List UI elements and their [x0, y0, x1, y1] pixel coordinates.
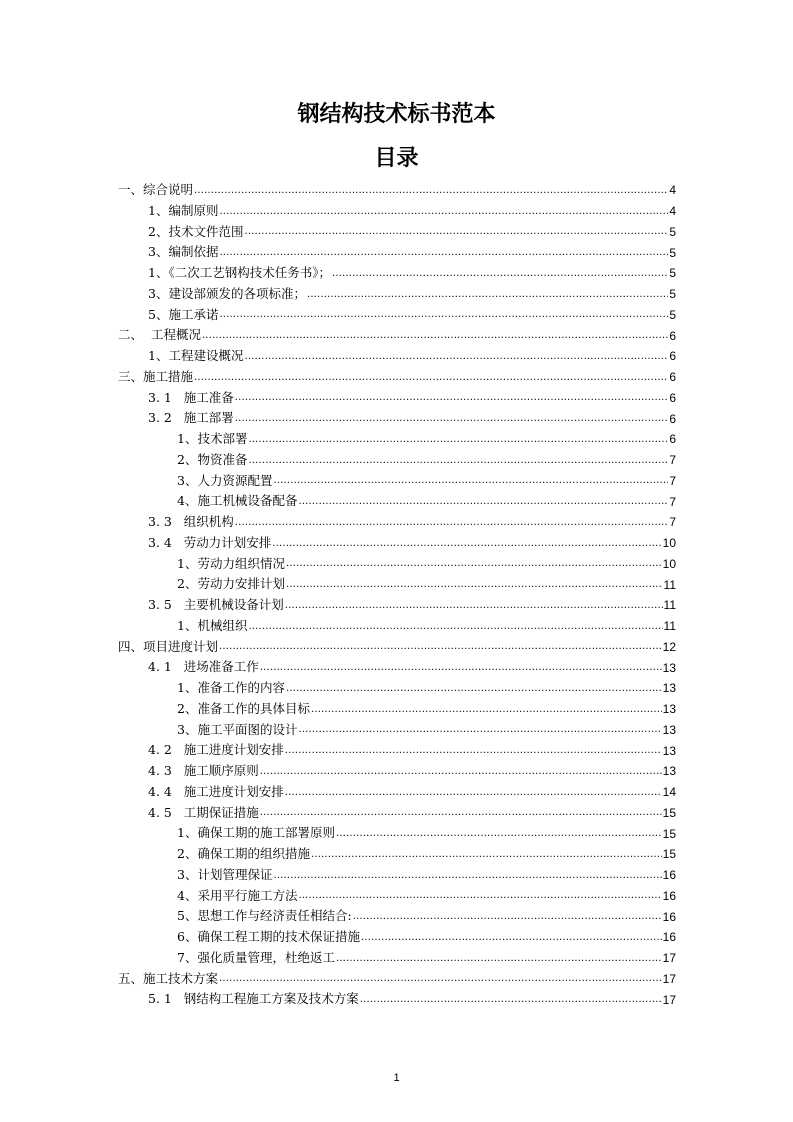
toc-leader-dots: [194, 186, 668, 201]
toc-entry[interactable]: [177, 906, 676, 927]
toc-leader-dots: [332, 269, 668, 284]
toc-entry-label: 7、强化质量管理，杜绝返工: [177, 949, 335, 965]
toc-leader-dots: [248, 456, 668, 471]
toc-entry[interactable]: [148, 533, 676, 554]
toc-leader-dots: [285, 601, 663, 616]
toc-entry-page: 12: [662, 639, 676, 654]
toc-leader-dots: [286, 559, 662, 574]
toc-entry[interactable]: [148, 201, 676, 222]
toc-leader-dots: [260, 808, 662, 823]
toc-entry[interactable]: [177, 616, 676, 637]
toc-entry[interactable]: [118, 325, 676, 346]
toc-entry[interactable]: [177, 886, 676, 907]
toc-entry-label: 一、综合说明: [118, 182, 194, 198]
toc-entry[interactable]: [177, 471, 676, 492]
toc-entry-label: 3. 2 施工部署: [148, 410, 234, 426]
toc-entry-page: 4: [669, 204, 676, 219]
toc-entry-page: 6: [669, 349, 676, 364]
toc-leader-dots: [194, 373, 668, 388]
toc-leader-dots: [219, 642, 662, 657]
toc-entry[interactable]: [148, 222, 676, 243]
toc-entry[interactable]: [177, 823, 676, 844]
toc-entry-label: 3、建设部颁发的各项标准；: [148, 285, 306, 301]
toc-leader-dots: [361, 933, 662, 948]
toc-entry[interactable]: [148, 989, 676, 1010]
toc-entry[interactable]: [177, 450, 676, 471]
toc-leader-dots: [219, 310, 668, 325]
toc-entry-label: 3、施工平面图的设计: [177, 721, 298, 737]
toc-entry-label: 1、《二次工艺钢构技术任务书》；: [148, 265, 331, 281]
toc-entry[interactable]: [148, 305, 676, 326]
toc-entry-page: 15: [662, 805, 676, 820]
toc-entry-page: 6: [669, 411, 676, 426]
toc-entry[interactable]: [148, 803, 676, 824]
toc-entry[interactable]: [177, 678, 676, 699]
toc-entry-label: 三、施工措施: [118, 368, 194, 384]
toc-entry-label: 1、准备工作的内容: [177, 680, 285, 696]
toc-entry[interactable]: [177, 491, 676, 512]
toc-entry-label: 3. 4 劳动力计划安排: [148, 534, 272, 550]
toc-leader-dots: [311, 705, 662, 720]
toc-entry-label: 2、技术文件范围: [148, 223, 244, 239]
toc-leader-dots: [219, 207, 668, 222]
toc-entry[interactable]: [148, 512, 676, 533]
toc-entry-page: 10: [662, 536, 676, 551]
toc-entry[interactable]: [148, 761, 676, 782]
toc-entry-page: 15: [662, 847, 676, 862]
toc-entry[interactable]: [177, 429, 676, 450]
toc-leader-dots: [272, 539, 661, 554]
toc-leader-dots: [311, 850, 662, 865]
toc-leader-dots: [273, 476, 668, 491]
toc-entry[interactable]: [118, 180, 676, 201]
toc-entry-label: 1、技术部署: [177, 431, 248, 447]
toc-entry-label: 3、计划管理保证: [177, 866, 273, 882]
toc-leader-dots: [298, 725, 661, 740]
toc-entry-page: 16: [662, 888, 676, 903]
toc-entry-label: 3. 1 施工准备: [148, 389, 234, 405]
toc-entry-label: 五、施工技术方案: [118, 970, 219, 986]
toc-entry[interactable]: [118, 367, 676, 388]
toc-entry[interactable]: [118, 637, 676, 658]
toc-leader-dots: [286, 684, 662, 699]
toc-entry-label: 3、人力资源配置: [177, 472, 273, 488]
toc-entry-page: 13: [662, 681, 676, 696]
toc-entry-page: 6: [669, 328, 676, 343]
toc-leader-dots: [273, 871, 661, 886]
toc-leader-dots: [336, 829, 662, 844]
toc-entry-label: 4、采用平行施工方法: [177, 887, 298, 903]
toc-entry-page: 5: [669, 307, 676, 322]
toc-heading: 目录: [374, 146, 419, 171]
toc-entry[interactable]: [177, 844, 676, 865]
toc-entry[interactable]: [148, 740, 676, 761]
toc-entry-page: 7: [669, 494, 676, 509]
toc-leader-dots: [260, 767, 662, 782]
toc-leader-dots: [353, 912, 662, 927]
toc-entry-page: 17: [662, 971, 676, 986]
toc-entry-label: 3、编制依据: [148, 244, 219, 260]
toc-entry-page: 16: [662, 868, 676, 883]
toc-entry[interactable]: [177, 554, 676, 575]
toc-entry-page: 17: [662, 951, 676, 966]
toc-entry-page: 13: [662, 743, 676, 758]
toc-leader-dots: [219, 248, 668, 263]
toc-entry[interactable]: [148, 408, 676, 429]
toc-leader-dots: [298, 497, 668, 512]
toc-leader-dots: [244, 352, 668, 367]
toc-entry-page: 14: [662, 785, 676, 800]
toc-entry-label: 6、确保工程工期的技术保证措施: [177, 929, 360, 945]
toc-leader-dots: [260, 663, 662, 678]
toc-entry[interactable]: [148, 657, 676, 678]
toc-entry[interactable]: [148, 284, 676, 305]
toc-entry[interactable]: [148, 595, 676, 616]
toc-leader-dots: [202, 331, 668, 346]
toc-entry-label: 1、确保工期的施工部署原则: [177, 825, 335, 841]
toc-entry-page: 11: [663, 619, 676, 634]
toc-entry-page: 5: [669, 266, 676, 281]
toc-entry-label: 5、思想工作与经济责任相结合:: [177, 908, 352, 924]
toc-entry-label: 二、 工程概况: [118, 327, 201, 343]
toc-entry-page: 7: [669, 515, 676, 530]
toc-entry[interactable]: [177, 574, 676, 595]
page-number: 1: [393, 1072, 400, 1084]
toc-entry[interactable]: [177, 699, 676, 720]
toc-entry-page: 13: [662, 764, 676, 779]
toc-entry-label: 2、物资准备: [177, 451, 248, 467]
toc-leader-dots: [285, 788, 662, 803]
toc-entry-label: 2、劳动力安排计划: [177, 576, 285, 592]
toc-entry[interactable]: [177, 927, 676, 948]
toc-entry-page: 6: [669, 390, 676, 405]
toc-entry-page: 5: [669, 287, 676, 302]
toc-entry-page: 11: [663, 598, 676, 613]
toc-leader-dots: [286, 580, 663, 595]
toc-entry-page: 5: [669, 224, 676, 239]
toc-entry[interactable]: [148, 263, 676, 284]
toc-entry-page: 6: [669, 432, 676, 447]
toc-entry-page: 4: [669, 183, 676, 198]
toc-entry-label: 4、施工机械设备配备: [177, 493, 298, 509]
toc-entry-page: 13: [662, 722, 676, 737]
toc-leader-dots: [248, 622, 662, 637]
toc-entry-label: 1、机械组织: [177, 617, 248, 633]
toc-entry-label: 5. 1 钢结构工程施工方案及技术方案: [148, 991, 359, 1007]
toc-entry-page: 5: [669, 245, 676, 260]
toc-entry[interactable]: [148, 242, 676, 263]
toc-entry-label: 4. 2 施工进度计划安排: [148, 742, 284, 758]
toc-entry[interactable]: [177, 865, 676, 886]
toc-entry-label: 5、施工承诺: [148, 306, 219, 322]
toc-entry-label: 1、工程建设概况: [148, 348, 244, 364]
toc-leader-dots: [235, 414, 669, 429]
toc-leader-dots: [248, 435, 668, 450]
toc-entry-label: 2、确保工期的组织措施: [177, 846, 310, 862]
toc-entry-label: 2、准备工作的具体目标: [177, 700, 310, 716]
toc-leader-dots: [244, 227, 668, 242]
toc-leader-dots: [219, 974, 662, 989]
toc-entry[interactable]: [148, 782, 676, 803]
toc-entry[interactable]: [148, 346, 676, 367]
toc-entry-page: 10: [662, 556, 676, 571]
toc-leader-dots: [360, 995, 662, 1010]
toc-entry[interactable]: [177, 948, 676, 969]
toc-entry-label: 四、项目进度计划: [118, 638, 219, 654]
toc-entry-page: 16: [662, 930, 676, 945]
toc-entry-page: 6: [669, 370, 676, 385]
toc-leader-dots: [235, 518, 669, 533]
toc-leader-dots: [307, 290, 668, 305]
toc-entry-label: 4. 1 进场准备工作: [148, 659, 259, 675]
toc-entry-page: 15: [662, 826, 676, 841]
toc-entry-page: 13: [662, 702, 676, 717]
toc-entry-label: 4. 4 施工进度计划安排: [148, 783, 284, 799]
toc-entry-page: 7: [669, 453, 676, 468]
toc-entry-label: 1、编制原则: [148, 202, 219, 218]
toc-entry-page: 16: [662, 909, 676, 924]
toc-entry-page: 11: [663, 577, 676, 592]
document-title: 钢结构技术标书范本: [297, 102, 496, 127]
toc-entry[interactable]: [148, 388, 676, 409]
toc-entry-label: 3. 5 主要机械设备计划: [148, 597, 284, 613]
toc-entry-label: 1、劳动力组织情况: [177, 555, 285, 571]
toc-entry-label: 3. 3 组织机构: [148, 514, 234, 530]
toc-leader-dots: [235, 393, 669, 408]
toc-entry-page: 17: [662, 992, 676, 1007]
toc-entry[interactable]: [118, 969, 676, 990]
toc-entry-page: 13: [662, 660, 676, 675]
toc-leader-dots: [336, 954, 662, 969]
toc-leader-dots: [298, 891, 661, 906]
toc-entry-label: 4. 3 施工顺序原则: [148, 763, 259, 779]
toc-entry-page: 7: [669, 473, 676, 488]
toc-entry-label: 4. 5 工期保证措施: [148, 804, 259, 820]
toc-leader-dots: [285, 746, 662, 761]
toc-entry[interactable]: [177, 720, 676, 741]
